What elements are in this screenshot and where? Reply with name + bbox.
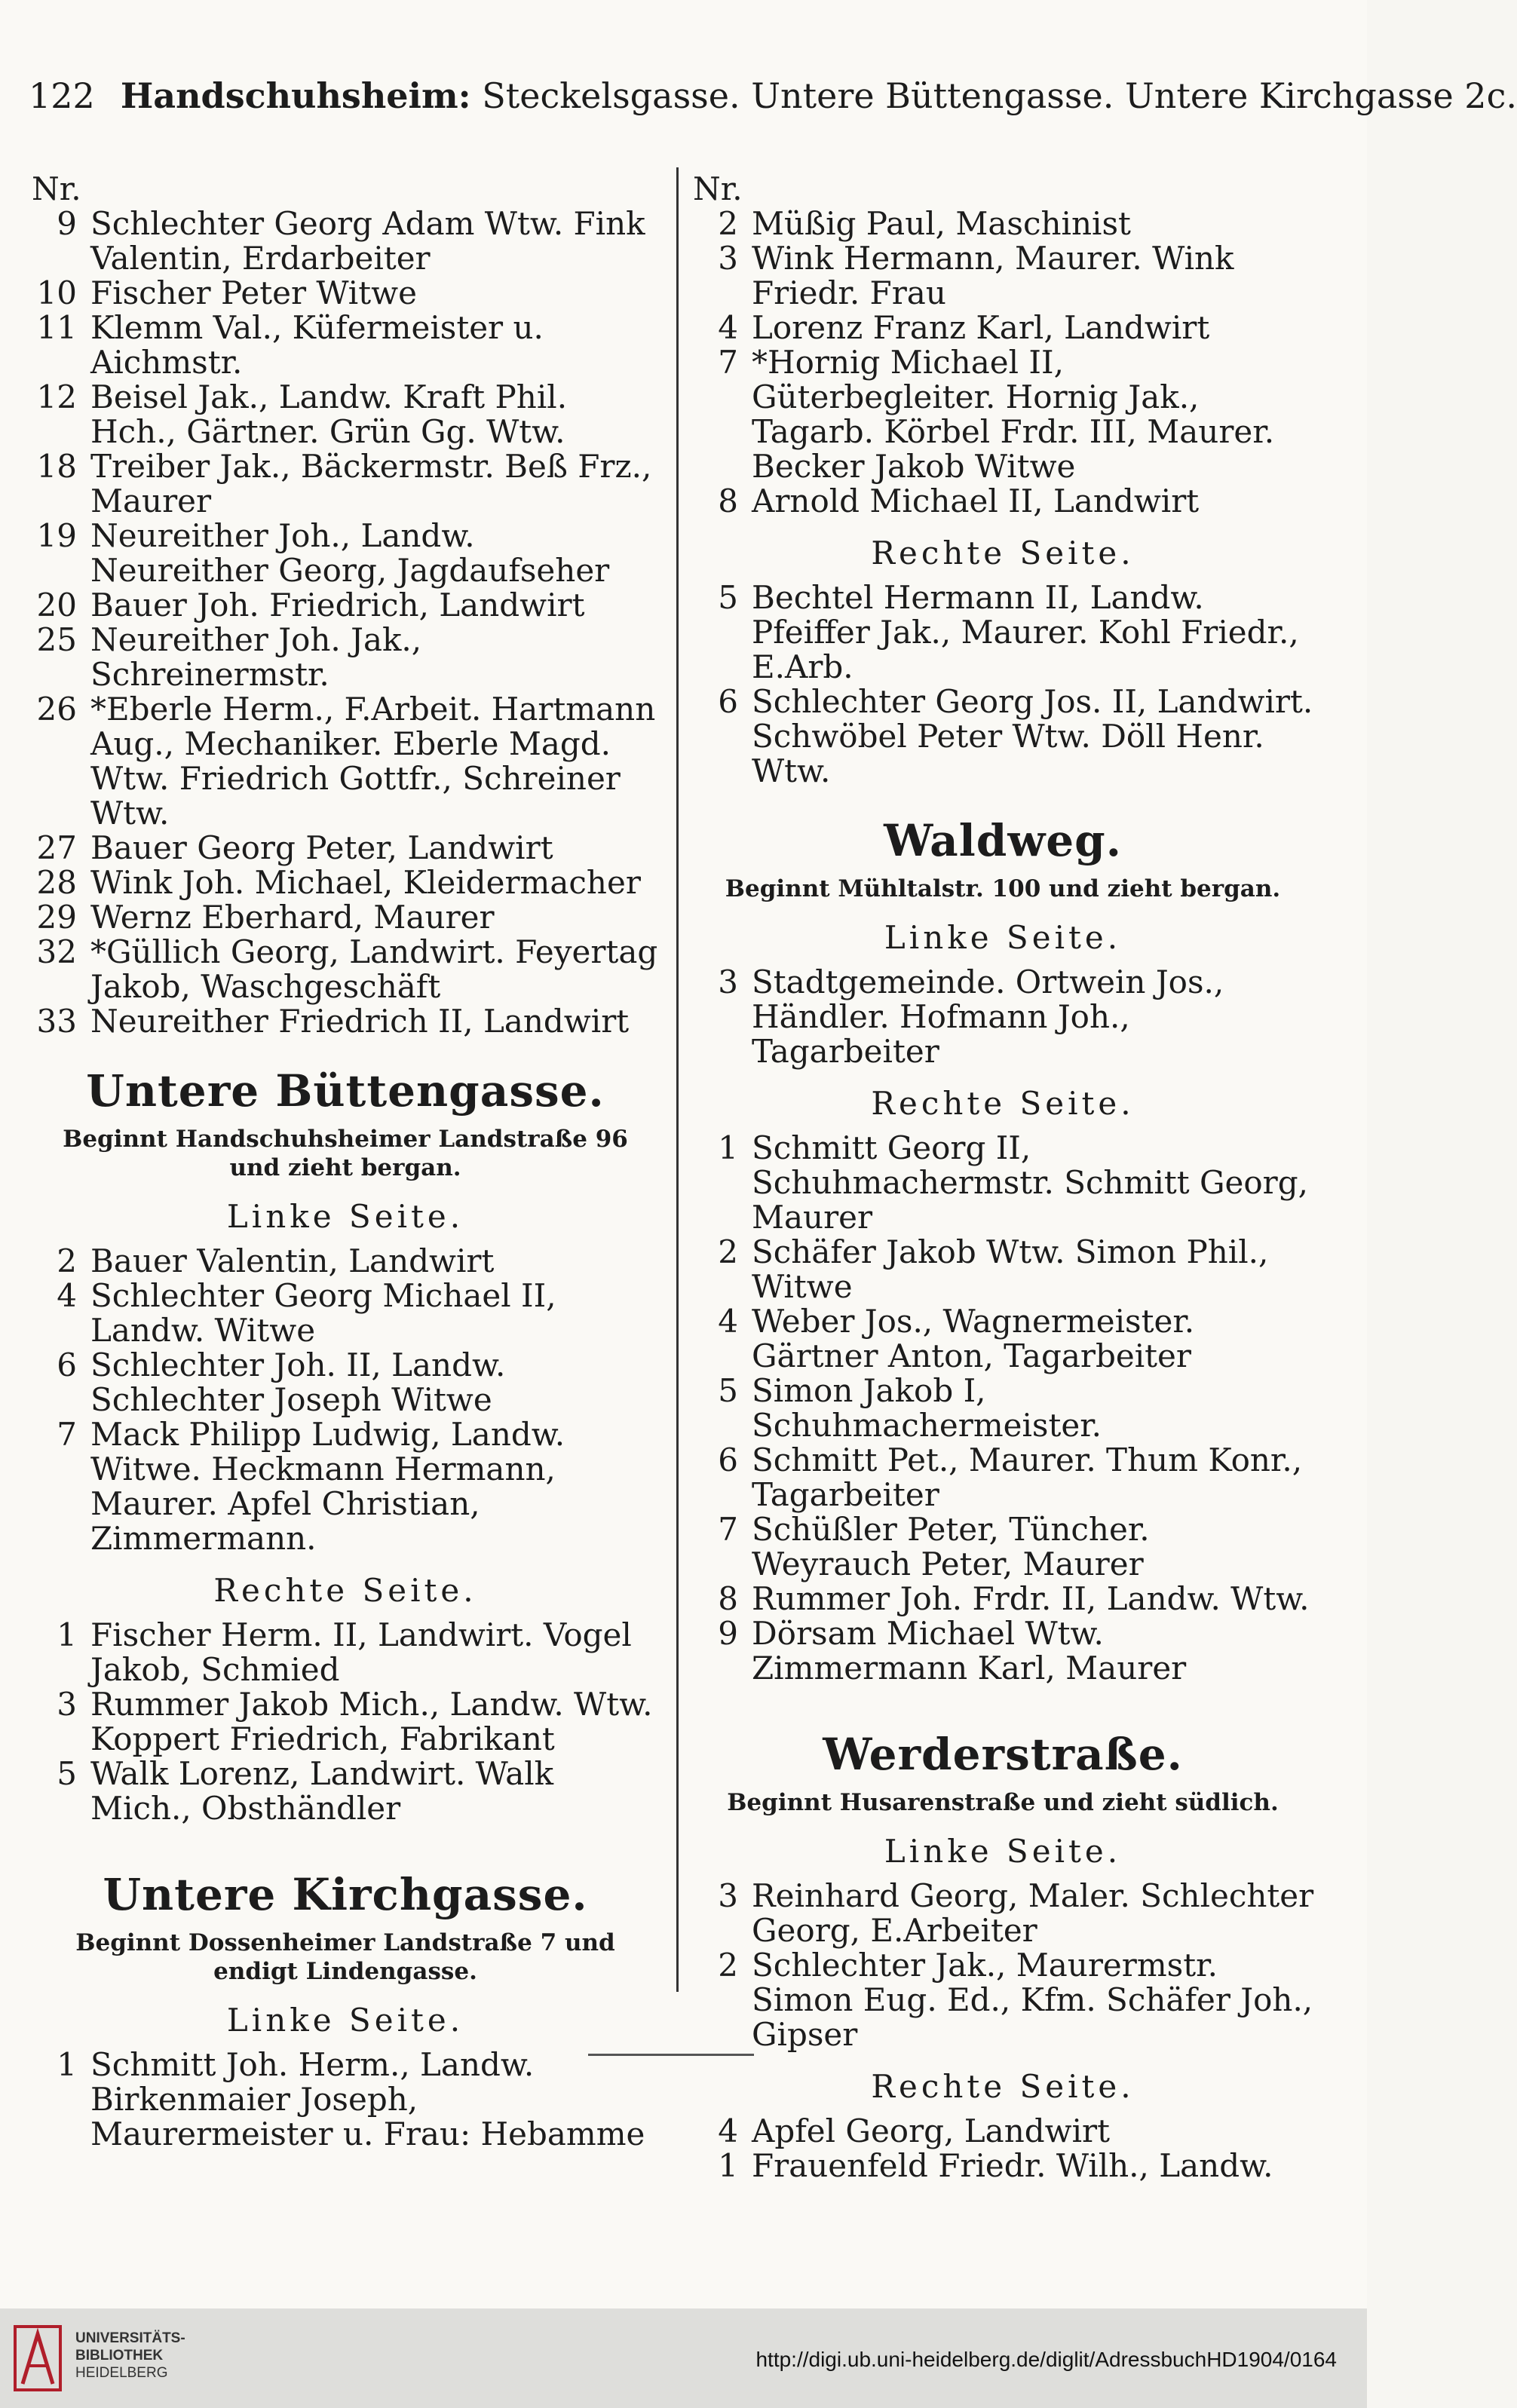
house-number: 4 bbox=[718, 1303, 738, 1340]
resident-text: Müßig Paul, Maschinist bbox=[752, 205, 1131, 242]
side-label: Rechte Seite. bbox=[871, 535, 1135, 571]
street-title: Waldweg. bbox=[884, 815, 1122, 866]
house-number: 26 bbox=[36, 691, 77, 728]
street-description: Beginnt Mühltalstr. 100 und zieht bergan. bbox=[725, 875, 1281, 902]
digitization-footer bbox=[0, 2308, 1367, 2408]
address-entry bbox=[690, 1131, 1316, 1235]
resident-text: Treiber Jak., Bäckermstr. Beß Frz., Maurer bbox=[90, 448, 652, 519]
house-number: 4 bbox=[718, 309, 738, 346]
address-entry bbox=[29, 2048, 662, 2152]
house-number: 3 bbox=[718, 1877, 738, 1914]
address-entry bbox=[690, 1616, 1316, 1686]
entry-list bbox=[690, 1879, 1316, 2052]
address-entry bbox=[690, 345, 1316, 484]
house-number: 18 bbox=[36, 448, 77, 485]
address-entry bbox=[29, 1417, 662, 1556]
house-number: 2 bbox=[718, 1233, 738, 1270]
resident-text: Simon Jakob I, Schuhmachermeister. bbox=[752, 1372, 1102, 1444]
resident-text: Bauer Joh. Friedrich, Landwirt bbox=[90, 587, 585, 623]
address-entry bbox=[29, 831, 662, 865]
right-column bbox=[690, 172, 1316, 2183]
resident-text: Schäfer Jakob Wtw. Simon Phil., Witwe bbox=[752, 1233, 1269, 1305]
house-number: 3 bbox=[718, 240, 738, 277]
house-number: 4 bbox=[57, 1277, 77, 1314]
entry-list bbox=[29, 1618, 662, 1826]
resident-text: Dörsam Michael Wtw. Zimmermann Karl, Maurer bbox=[752, 1615, 1187, 1687]
resident-text: Weber Jos., Wagnermeister. Gärtner Anton, Tagarbeiter bbox=[752, 1303, 1195, 1374]
house-number: 25 bbox=[36, 621, 77, 658]
address-entry bbox=[690, 1304, 1316, 1374]
street-title: Untere Kirchgasse. bbox=[103, 1869, 588, 1920]
resident-text: Schlechter Jak., Maurermstr. Simon Eug. Ed., Kfm. Schäfer Joh., Gipser bbox=[752, 1947, 1313, 2053]
address-entry bbox=[29, 449, 662, 519]
address-entry bbox=[690, 685, 1316, 789]
house-number: 2 bbox=[718, 205, 738, 242]
resident-text: Stadtgemeinde. Ortwein Jos., Händler. Hofmann Joh., Tagarbeiter bbox=[752, 964, 1224, 1070]
street-description: Beginnt Husarenstraße und zieht südlich. bbox=[727, 1789, 1279, 1816]
resident-text: Schmitt Georg II, Schuhmachermstr. Schmitt Georg, Maurer bbox=[752, 1129, 1308, 1236]
street-description: Beginnt Handschuhsheimer Landstraße 96 und zieht bergan. bbox=[63, 1126, 628, 1181]
resident-text: Schmitt Joh. Herm., Landw. Birkenmaier Joseph, Maurermeister u. Frau: Hebamme bbox=[90, 2046, 645, 2152]
house-number: 1 bbox=[718, 2147, 738, 2184]
column-divider bbox=[676, 167, 679, 1992]
address-entry bbox=[690, 207, 1316, 241]
resident-text: Fischer Peter Witwe bbox=[90, 274, 417, 311]
address-entry bbox=[690, 1582, 1316, 1616]
resident-text: *Hornig Michael II, Güterbegleiter. Hornig Jak., Tagarb. Körbel Frdr. III, Maurer. Becker Jakob Witwe bbox=[752, 344, 1275, 485]
address-entry bbox=[690, 965, 1316, 1069]
resident-text: Wernz Eberhard, Maurer bbox=[90, 899, 495, 936]
resident-text: Walk Lorenz, Landwirt. Walk Mich., Obsthändler bbox=[90, 1755, 554, 1827]
resident-text: Rummer Jakob Mich., Landw. Wtw. Koppert Friedrich, Fabrikant bbox=[90, 1686, 653, 1757]
address-entry bbox=[29, 519, 662, 588]
street-description: Beginnt Dossenheimer Landstraße 7 und endigt Lindengasse. bbox=[75, 1929, 615, 1985]
house-number: 5 bbox=[57, 1755, 77, 1792]
house-number: 11 bbox=[36, 309, 77, 346]
house-number: 2 bbox=[718, 1947, 738, 1984]
house-number: 8 bbox=[718, 1580, 738, 1617]
house-number: 12 bbox=[36, 378, 77, 415]
resident-text: Klemm Val., Küfermeister u. Aichmstr. bbox=[90, 309, 544, 381]
house-number: 6 bbox=[718, 683, 738, 720]
house-number: 3 bbox=[718, 964, 738, 1000]
house-number: 6 bbox=[57, 1346, 77, 1383]
side-label: Linke Seite. bbox=[884, 919, 1122, 956]
resident-text: Neureither Friedrich II, Landwirt bbox=[90, 1003, 630, 1040]
house-number: 4 bbox=[718, 2112, 738, 2149]
street-title: Untere Büttengasse. bbox=[86, 1065, 605, 1117]
address-entry bbox=[690, 1879, 1316, 1948]
address-entry bbox=[29, 311, 662, 380]
page-number: 122 bbox=[29, 75, 95, 116]
resident-text: *Eberle Herm., F.Arbeit. Hartmann Aug., Mechaniker. Eberle Magd. Wtw. Friedrich Gottfr., Schreiner Wtw. bbox=[90, 691, 656, 832]
address-entry bbox=[29, 276, 662, 311]
entry-list bbox=[29, 207, 662, 1039]
address-entry bbox=[690, 311, 1316, 345]
resident-text: Wink Joh. Michael, Kleidermacher bbox=[90, 864, 641, 901]
resident-text: Mack Philipp Ludwig, Landw. Witwe. Heckmann Hermann, Maurer. Apfel Christian, Zimmermann. bbox=[90, 1416, 565, 1557]
house-number: 7 bbox=[57, 1416, 77, 1453]
header-streets: Steckelsgasse. Untere Büttengasse. Untere Kirchgasse 2c. bbox=[482, 75, 1517, 116]
house-number: 1 bbox=[57, 2046, 77, 2083]
nr-label: Nr. bbox=[32, 170, 81, 207]
address-entry bbox=[29, 1618, 662, 1687]
resident-text: Fischer Herm. II, Landwirt. Vogel Jakob, Schmied bbox=[90, 1616, 632, 1688]
resident-text: Bauer Valentin, Landwirt bbox=[90, 1242, 495, 1279]
house-number: 8 bbox=[718, 483, 738, 519]
resident-text: Schlechter Joh. II, Landw. Schlechter Joseph Witwe bbox=[90, 1346, 506, 1418]
resident-text: *Güllich Georg, Landwirt. Feyertag Jakob, Waschgeschäft bbox=[90, 933, 658, 1005]
house-number: 20 bbox=[36, 587, 77, 623]
house-number: 10 bbox=[36, 274, 77, 311]
resident-text: Schlechter Georg Michael II, Landw. Witwe bbox=[90, 1277, 556, 1349]
resident-text: Frauenfeld Friedr. Wilh., Landw. bbox=[752, 2147, 1273, 2184]
house-number: 29 bbox=[36, 899, 77, 936]
address-entry bbox=[29, 380, 662, 449]
house-number: 27 bbox=[36, 829, 77, 866]
house-number: 3 bbox=[57, 1686, 77, 1723]
house-number: 28 bbox=[36, 864, 77, 901]
resident-text: Schüßler Peter, Tüncher. Weyrauch Peter, Maurer bbox=[752, 1511, 1150, 1582]
resident-text: Neureither Joh. Jak., Schreinermstr. bbox=[90, 621, 422, 693]
entry-list bbox=[690, 207, 1316, 519]
resident-text: Neureither Joh., Landw. Neureither Georg, Jagdaufseher bbox=[90, 517, 610, 589]
entry-list bbox=[29, 2048, 662, 2152]
resident-text: Wink Hermann, Maurer. Wink Friedr. Frau bbox=[752, 240, 1234, 311]
page-header bbox=[29, 75, 1517, 116]
address-entry bbox=[690, 581, 1316, 685]
address-entry bbox=[29, 935, 662, 1004]
source-url[interactable]: http://digi.ub.uni-heidelberg.de/diglit/AdressbuchHD1904/0164 bbox=[755, 2348, 1337, 2371]
house-number: 32 bbox=[36, 933, 77, 970]
address-entry bbox=[690, 2149, 1316, 2183]
house-number: 1 bbox=[718, 1129, 738, 1166]
ub-heidelberg-logo-icon bbox=[14, 2324, 62, 2393]
resident-text: Bechtel Hermann II, Landw. Pfeiffer Jak., Maurer. Kohl Friedr., E.Arb. bbox=[752, 579, 1299, 685]
address-entry bbox=[29, 623, 662, 692]
address-entry bbox=[690, 1235, 1316, 1304]
resident-text: Lorenz Franz Karl, Landwirt bbox=[752, 309, 1210, 346]
house-number: 33 bbox=[36, 1003, 77, 1040]
side-label: Linke Seite. bbox=[884, 1833, 1122, 1870]
house-number: 6 bbox=[718, 1441, 738, 1478]
address-entry bbox=[29, 207, 662, 276]
header-place: Handschuhsheim: bbox=[120, 75, 471, 116]
house-number: 19 bbox=[36, 517, 77, 554]
address-entry bbox=[690, 2114, 1316, 2149]
house-number: 5 bbox=[718, 1372, 738, 1409]
house-number: 9 bbox=[57, 205, 77, 242]
house-number: 1 bbox=[57, 1616, 77, 1653]
address-entry bbox=[690, 1948, 1316, 2052]
address-entry bbox=[690, 241, 1316, 311]
resident-text: Beisel Jak., Landw. Kraft Phil. Hch., Gärtner. Grün Gg. Wtw. bbox=[90, 378, 568, 450]
library-line: BIBLIOTHEK bbox=[75, 2348, 164, 2364]
nr-label: Nr. bbox=[693, 170, 743, 207]
side-label: Rechte Seite. bbox=[871, 1085, 1135, 1122]
address-entry bbox=[29, 1244, 662, 1279]
entry-list bbox=[690, 965, 1316, 1069]
house-number: 2 bbox=[57, 1242, 77, 1279]
street-title: Werderstraße. bbox=[823, 1729, 1183, 1780]
end-rule bbox=[588, 2054, 754, 2056]
address-entry bbox=[690, 1443, 1316, 1512]
address-entry bbox=[29, 1348, 662, 1417]
address-entry bbox=[29, 1757, 662, 1826]
house-number: 7 bbox=[718, 1511, 738, 1548]
entry-list bbox=[29, 1244, 662, 1556]
left-column bbox=[29, 172, 662, 2152]
resident-text: Rummer Joh. Frdr. II, Landw. Wtw. bbox=[752, 1580, 1310, 1617]
address-entry bbox=[29, 1279, 662, 1348]
resident-text: Schlechter Georg Adam Wtw. Fink Valentin, Erdarbeiter bbox=[90, 205, 645, 277]
side-label: Rechte Seite. bbox=[871, 2068, 1135, 2105]
address-entry bbox=[29, 865, 662, 900]
address-entry bbox=[29, 1687, 662, 1757]
resident-text: Apfel Georg, Landwirt bbox=[752, 2112, 1110, 2149]
address-entry bbox=[690, 1374, 1316, 1443]
side-label: Linke Seite. bbox=[226, 2002, 464, 2039]
entry-list bbox=[690, 581, 1316, 789]
address-entry bbox=[690, 484, 1316, 519]
library-name bbox=[75, 2330, 185, 2382]
house-number: 9 bbox=[718, 1615, 738, 1652]
address-entry bbox=[29, 692, 662, 831]
entry-list bbox=[690, 2114, 1316, 2183]
library-line: UNIVERSITÄTS- bbox=[75, 2330, 185, 2346]
address-entry bbox=[690, 1512, 1316, 1582]
resident-text: Arnold Michael II, Landwirt bbox=[752, 483, 1200, 519]
house-number: 5 bbox=[718, 579, 738, 616]
resident-text: Reinhard Georg, Maler. Schlechter Georg, E.Arbeiter bbox=[752, 1877, 1314, 1949]
resident-text: Schmitt Pet., Maurer. Thum Konr., Tagarbeiter bbox=[752, 1441, 1303, 1513]
side-label: Rechte Seite. bbox=[213, 1572, 477, 1609]
house-number: 7 bbox=[718, 344, 738, 381]
resident-text: Schlechter Georg Jos. II, Landwirt. Schwöbel Peter Wtw. Döll Henr. Wtw. bbox=[752, 683, 1313, 789]
address-entry bbox=[29, 900, 662, 935]
resident-text: Bauer Georg Peter, Landwirt bbox=[90, 829, 553, 866]
side-label: Linke Seite. bbox=[226, 1198, 464, 1235]
entry-list bbox=[690, 1131, 1316, 1686]
address-entry bbox=[29, 1004, 662, 1039]
library-line: HEIDELBERG bbox=[75, 2365, 168, 2381]
address-entry bbox=[29, 588, 662, 623]
